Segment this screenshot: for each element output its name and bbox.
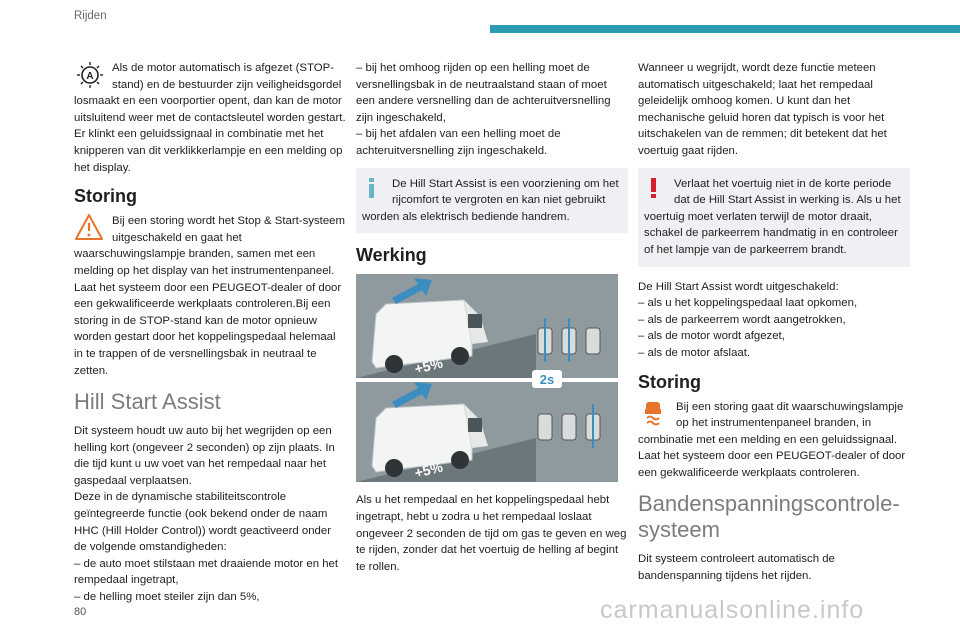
storing-heading: Storing [74, 186, 137, 207]
storing-block [638, 399, 910, 482]
tyre-pressure-heading: Bandenspanningscontrole-systeem [638, 491, 900, 543]
storing-heading: Storing [638, 371, 701, 392]
column-2 [356, 60, 628, 575]
hill-intro-text: Dit systeem houdt uw auto bij het wegrijden op een helling kort (ongeveer 2 seconden) op zijn plaats. In die tijd kunt u uw voet van het rempedaal naar het gaspedaal verplaatsen. [74, 425, 335, 487]
svg-text:A: A [86, 71, 94, 82]
column-3 [638, 60, 910, 585]
condition-item: – bij het afdalen van een helling moet de achteruitversnelling zijn ingeschakeld. [356, 128, 561, 157]
warning-note [638, 168, 910, 267]
release-text: Wanneer u wegrijdt, wordt deze functie meteen automatisch uitgeschakeld; laat het rempedaal geleidelijk omhoog komen. U kunt dan het mechanische geluid horen dat typisch is voor het uitschakelen van de remmen; dit betekent dat het voertuig gaat rijden. [638, 62, 887, 157]
running-header: Rijden [74, 10, 107, 22]
watermark: carmanualsonline.info [600, 596, 865, 624]
deactivation-intro: De Hill Start Assist wordt uitgeschakeld: [638, 280, 839, 293]
slope-label-bottom: +5% [412, 458, 445, 482]
storing-text: Bij een storing gaat dit waarschuwingslampje op het instrumentenpaneel branden, in combinatie met een melding en een geluidssignaal. Laat het systeem door een PEUGEOT-dealer of door een gekwalificeerde werkplaats controleren. [638, 400, 906, 479]
warning-note-text: Verlaat het voertuig niet in de korte periode dat de Hill Start Assist in werking is. Als u het voertuig moet verlaten terwijl de motor draait, schakel de parkeerrem handmatig in en controleer of het lampje van de parkeerrem brandt. [644, 177, 901, 256]
slope-label-top: +5% [412, 354, 445, 378]
info-note-text: De Hill Start Assist is een voorziening om het rijcomfort te vergroten en kan niet gebruikt worden als elektrisch bediende handrem. [362, 177, 619, 223]
storing-block [74, 213, 346, 379]
deactivation-item: – als de parkeerrem wordt aangetrokken, [638, 313, 846, 326]
condition-item: – de auto moet stilstaan met draaiende motor en het rempedaal ingetrapt, [74, 557, 339, 587]
werking-text: Als u het rempedaal en het koppelingspedaal hebt ingetrapt, hebt u zodra u het rempedaal loslaat ongeveer 2 seconden de tijd om gas te geven en weg te rijden, zonder dat het voertuig de helling af begint te rollen. [356, 494, 627, 573]
hill-conditions-text: Deze in de dynamische stabiliteitscontrole geïntegreerde functie (ook bekend onder de naam HHC (Hill Holder Control)) wordt geactiveerd onder de volgende omstandigheden: [74, 491, 332, 554]
auto-stop-text: Als de motor automatisch is afgezet (STOP-stand) en de bestuurder zijn veiligheidsgordel losmaakt en een voorportier opent, dan kan de motor uitsluitend weer met de contactsleutel worden gestart. Er klinkt een geluidssignaal in combinatie met het knipperen van dit verklikkerlampje en een melding op het display. [74, 62, 346, 174]
column-1 [74, 60, 346, 606]
deactivation-item: – als u het koppelingspedaal laat opkomen, [638, 297, 858, 310]
timer-label: 2s [539, 372, 555, 388]
tyre-pressure-text: Dit systeem controleert automatisch de bandenspanning tijdens het rijden. [638, 553, 835, 583]
storing-text: Bij een storing wordt het Stop & Start-systeem uitgeschakeld en gaat het waarschuwingslampje branden, samen met een melding op het display van het instrumentenpaneel. Laat het systeem door een PEUGEOT-dealer of door een gekwalificeerde werkplaats controleren.Bij een storing in de STOP-stand kan de motor opnieuw worden gestart door het koppelingspedaal helemaal in te trappen of de versnellingsbak in neutraal te zetten. [74, 215, 345, 377]
info-note [356, 168, 628, 234]
auto-start-warning-icon [74, 60, 106, 90]
deactivation-item: – als de motor afslaat. [638, 346, 751, 359]
hill-start-assist-heading: Hill Start Assist [74, 389, 221, 415]
exclamation-icon [644, 176, 666, 206]
skid-warning-icon [638, 399, 670, 429]
condition-item: – bij het omhoog rijden op een helling moet de versnellingsbak in de neutraalstand staan of moet een andere versnelling dan de achteruitversnelling zijn ingeschakeld, [356, 62, 611, 124]
auto-stop-block [74, 60, 346, 176]
condition-item: – de helling moet steiler zijn dan 5%, [74, 591, 260, 604]
werking-heading: Werking [356, 245, 427, 266]
info-icon [362, 176, 384, 206]
page-number: 80 [74, 606, 87, 618]
header-accent-bar [490, 25, 960, 33]
warning-triangle-icon [74, 213, 106, 243]
hill-start-illustration [356, 274, 618, 482]
deactivation-item: – als de motor wordt afgezet, [638, 330, 785, 343]
